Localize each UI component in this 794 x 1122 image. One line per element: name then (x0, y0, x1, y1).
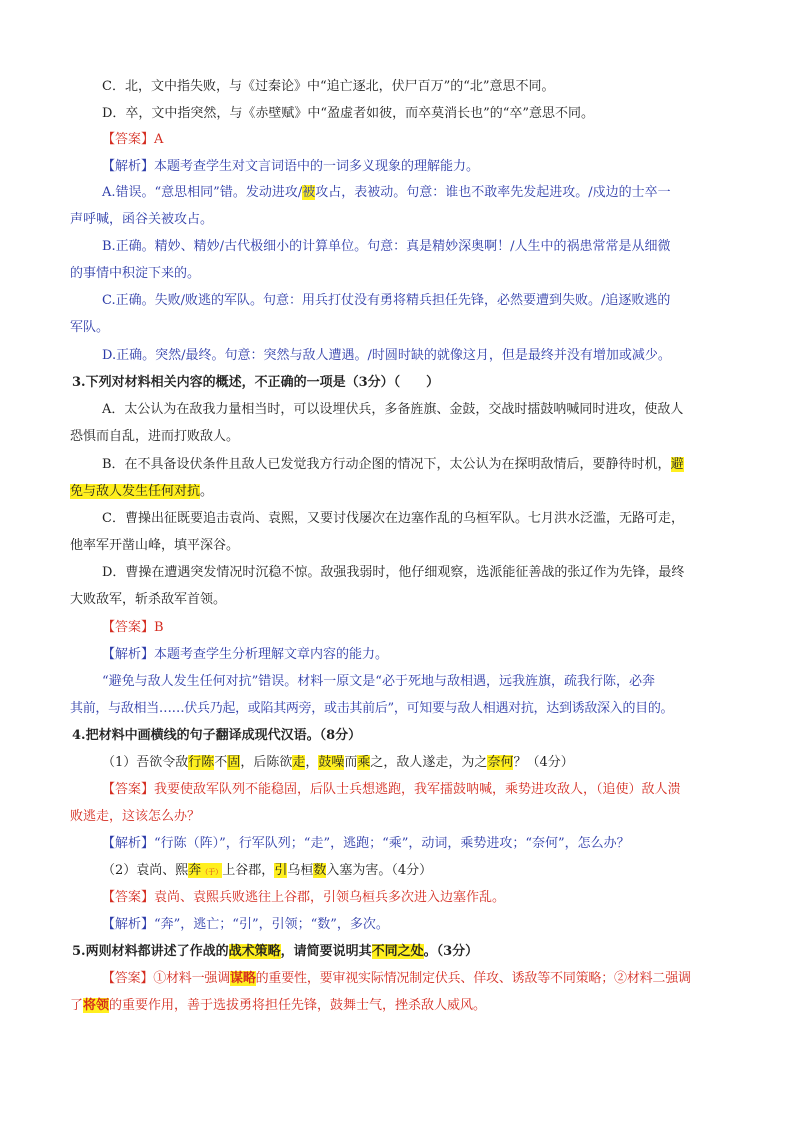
q3-c-line2: 他率军开凿山峰，填平深谷。 (70, 538, 240, 553)
q2-analysis (102, 157, 479, 177)
text-span: B．在不具备设伏条件且敌人已发觉我方行动企图的情况下，太公认为在探明敌情后，要静待时机， (102, 457, 671, 472)
highlight (188, 863, 222, 878)
text-span: 的重要作用，善于选拔勇将担任先锋，鼓舞士气，挫杀敌人威风。 (109, 998, 487, 1013)
q3-b-line1 (102, 455, 684, 475)
answer-text: 袁尚、袁熙兵败逃往上谷郡，引领乌桓兵多次进入边塞作乱。 (154, 890, 506, 905)
answer-tag: 【答案】 (102, 782, 155, 797)
text-span: ？（4分） (513, 755, 574, 770)
q4-analysis-2 (102, 915, 389, 935)
analysis-text: “奔”，逃亡；“引”，引领；“数”，多次。 (154, 917, 389, 932)
text-span: （2）袁尚、熙 (102, 863, 189, 878)
q4-sentence-1 (102, 753, 574, 773)
q3-c-line1: C．曹操出征既要追击袁尚、袁熙，又要讨伐屡次在边塞作乱的乌桓军队。七月洪水泛滥，无路可走， (102, 511, 684, 526)
q3-analysis (102, 645, 388, 665)
q5-answer-line2 (70, 996, 486, 1016)
answer-value: B (154, 620, 164, 635)
text-span: 奔 (188, 863, 202, 878)
q4-analysis-1 (102, 834, 630, 854)
q2-d-line1: D.正确。突然/最终。句意：突然与敌人遭遇。/时圆时缺的就像这月，但是最终并没有增加或减少。 (102, 348, 671, 363)
answer-tag: 【答案】 (102, 132, 155, 147)
analysis-text: 本题考查学生对文言词语中的一词多义现象的理解能力。 (154, 159, 480, 174)
q3-b-line2 (70, 482, 213, 502)
highlight: 鼓噪 (318, 755, 345, 770)
q4-answer-1-line2: 败逃走，这该怎么办？ (70, 809, 201, 824)
highlight: 固 (227, 755, 241, 770)
q3-answer (102, 618, 164, 638)
highlight: 引 (274, 863, 288, 878)
q5-answer-line1 (102, 969, 691, 989)
text-span: 。 (200, 484, 214, 499)
q3-expl-line1: “避免与敌人发生任何对抗”错误。材料一原文是“必于死地与敌相遇，远我旌旗，疏我行陈，必奔 (102, 674, 655, 689)
highlight: 数 (313, 863, 327, 878)
answer-tag: 【答案】 (102, 620, 155, 635)
analysis-tag: 【解析】 (102, 917, 155, 932)
text-span: 入塞为害。（4分） (326, 863, 433, 878)
option-d-line: D．卒，文中指突然，与《赤壁赋》中“盈虚者如彼，而卒莫消长也”的“卒”意思不同。 (102, 106, 595, 121)
text-span: A.错误。“意思相同”错。发动进攻/ (102, 185, 303, 200)
highlight: 奈何 (487, 755, 514, 770)
text-span: （1）吾欲令敌 (102, 755, 189, 770)
answer-tag: 【答案】 (102, 890, 155, 905)
q4-sentence-2 (102, 861, 432, 881)
q3-title: 3.下列对材料相关内容的概述，不正确的一项是（3分）（ ） (72, 375, 440, 390)
text-span: ①材料一强调 (153, 971, 231, 986)
q4-title: 4.把材料中画横线的句子翻译成现代汉语。（8分） (72, 728, 362, 743)
q2-c-line2: 军队。 (70, 320, 110, 335)
text-span: 乌桓 (287, 863, 314, 878)
q4-answer-2 (102, 888, 505, 908)
analysis-text: “行陈（阵）”，行军队列；“走”，逃跑；“乘”，动词，乘势进攻；“奈何”，怎么办？ (154, 836, 630, 851)
highlight: 避 (670, 457, 684, 472)
note: （于） (201, 868, 223, 876)
q2-b-line1: B.正确。精妙、精妙/古代极细小的计算单位。句意：真是精妙深奥啊！/人生中的祸患常常是从细微 (102, 239, 671, 254)
highlight: 被 (302, 185, 316, 200)
q5-title (72, 942, 478, 962)
highlight: 谋略 (230, 971, 256, 986)
q3-a-line1: A．太公认为在敌我力量相当时，可以设埋伏兵，多备旌旗、金鼓，交战时擂鼓呐喊同时进攻，使敌人 (102, 402, 684, 417)
text-span: 之，敌人遂走，为之 (370, 755, 488, 770)
text-span: 上谷郡， (222, 863, 275, 878)
analysis-text: 本题考查学生分析理解文章内容的能力。 (154, 647, 389, 662)
text-span: 的重要性，要审视实际情况制定伏兵、佯攻、诱敌等不同策略；②材料二强调 (255, 971, 691, 986)
q3-expl-line2: 其前，与敌相当……伏兵乃起，或陷其两旁，或击其前后”，可知要与敌人相遇对抗，达到诱敌深入的目的。 (70, 701, 674, 716)
q2-b-line2: 的事情中积淀下来的。 (70, 266, 201, 281)
q4-answer-1-line1 (102, 780, 681, 800)
highlight: 不同之处 (371, 944, 424, 959)
highlight: 走 (292, 755, 306, 770)
highlight: 乘 (357, 755, 371, 770)
q3-d-line2: 大败敌军，斩杀敌军首领。 (70, 592, 227, 607)
highlight: 免与敌人发生任何对抗 (70, 484, 201, 499)
answer-tag: 【答案】 (102, 971, 154, 986)
highlight: 将领 (83, 998, 110, 1013)
text-span: ，请简要说明其 (280, 944, 372, 959)
answer-text: 我要使敌军队列不能稳固，后队士兵想逃跑，我军擂鼓呐喊，乘势进攻敌人，（追使）敌人溃 (154, 782, 681, 797)
text-span: ， (305, 755, 319, 770)
text-span: 攻占，表被动。句意：谁也不敢率先发起进攻。/戍边的士卒一 (315, 185, 671, 200)
text-span: 。（3分） (423, 944, 479, 959)
q2-c-line1: C.正确。失败/败逃的军队。句意：用兵打仗没有勇将精兵担任先锋，必然要遭到失败。/追逐败逃的 (102, 293, 671, 308)
q2-a-line2: 声呼喊，函谷关被攻占。 (70, 212, 214, 227)
highlight: 战术策略 (228, 944, 281, 959)
analysis-tag: 【解析】 (102, 647, 155, 662)
analysis-tag: 【解析】 (102, 159, 155, 174)
text-span: 不 (214, 755, 228, 770)
q3-d-line1: D．曹操在遭遇突发情况时沉稳不惊。敌强我弱时，他仔细观察，选派能征善战的张辽作为先锋，最终 (102, 565, 685, 580)
text-span: 了 (70, 998, 84, 1013)
analysis-tag: 【解析】 (102, 836, 155, 851)
q2-answer (102, 130, 163, 150)
text-span: 而 (344, 755, 358, 770)
answer-value: A (154, 132, 164, 147)
text-span: ，后陈欲 (240, 755, 293, 770)
highlight: 行陈 (188, 755, 215, 770)
text-span: 5.两则材料都讲述了作战的 (72, 944, 229, 959)
q2-a-line1 (102, 183, 671, 203)
option-c-line: C．北，文中指失败，与《过秦论》中“追亡逐北，伏尸百万”的“北”意思不同。 (102, 79, 555, 94)
q3-a-line2: 恐惧而自乱，进而打败敌人。 (70, 429, 240, 444)
